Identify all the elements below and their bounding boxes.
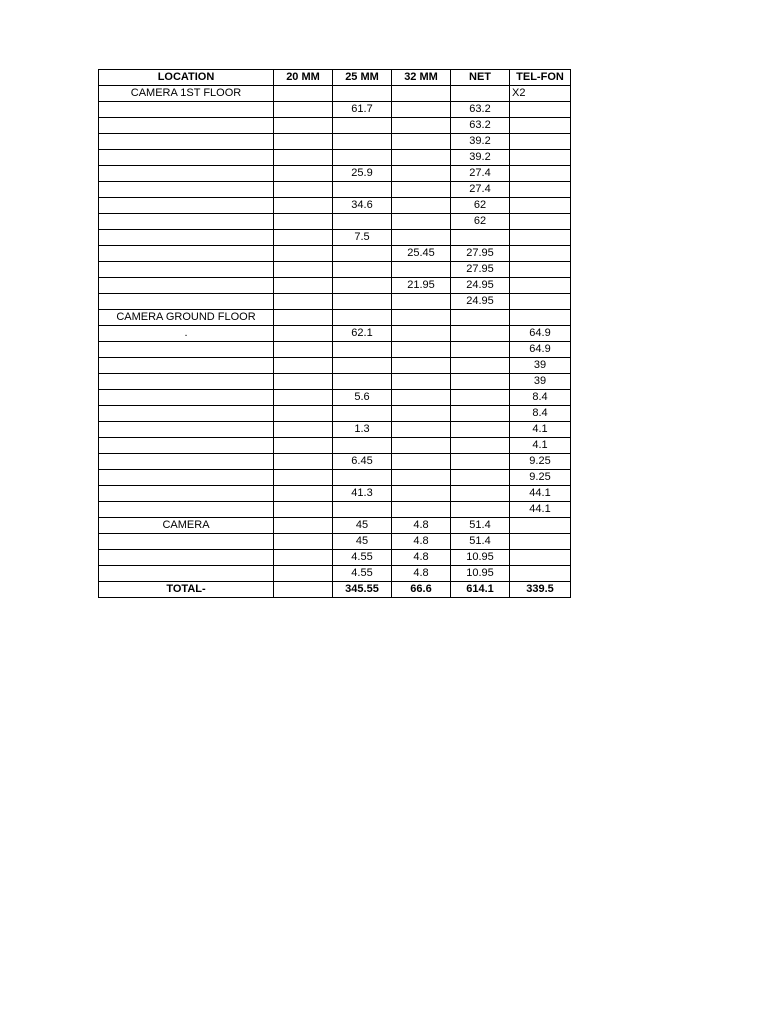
cell-location (99, 294, 274, 310)
cell-net: 10.95 (451, 550, 510, 566)
table-row (99, 390, 571, 406)
cell-net: 24.95 (451, 278, 510, 294)
cell-20mm (274, 406, 333, 422)
table-row (99, 262, 571, 278)
cell-location (99, 374, 274, 390)
cell-location (99, 550, 274, 566)
cell-tel-fon: 64.9 (510, 342, 571, 358)
cell-32mm (392, 422, 451, 438)
cell-25mm: 45 (333, 534, 392, 550)
table-row (99, 246, 571, 262)
table-row (99, 438, 571, 454)
cell-net (451, 486, 510, 502)
cell-tel-fon (510, 182, 571, 198)
cell-net: 63.2 (451, 102, 510, 118)
cell-20mm (274, 166, 333, 182)
cell-tel-fon: 4.1 (510, 422, 571, 438)
table-row (99, 182, 571, 198)
cell-tel-fon (510, 550, 571, 566)
cell-32mm (392, 438, 451, 454)
cell-32mm: 4.8 (392, 518, 451, 534)
cell-25mm: 4.55 (333, 550, 392, 566)
cell-32mm: 21.95 (392, 278, 451, 294)
cell-tel-fon (510, 150, 571, 166)
cell-tel-fon (510, 166, 571, 182)
spreadsheet-table (98, 69, 571, 598)
table-row (99, 86, 571, 102)
cell-net: 24.95 (451, 294, 510, 310)
table-row (99, 374, 571, 390)
cell-net (451, 470, 510, 486)
cell-tel-fon: 64.9 (510, 326, 571, 342)
cell-25mm: 6.45 (333, 454, 392, 470)
cell-25mm: 45 (333, 518, 392, 534)
table-row (99, 166, 571, 182)
cell-20mm (274, 262, 333, 278)
cell-location (99, 358, 274, 374)
cell-tel-fon (510, 214, 571, 230)
cell-tel-fon (510, 118, 571, 134)
cell-location (99, 198, 274, 214)
cell-tel-fon (510, 230, 571, 246)
cell-25mm: 1.3 (333, 422, 392, 438)
cell-32mm (392, 470, 451, 486)
table-row (99, 342, 571, 358)
total-row (99, 582, 571, 598)
cell-32mm (392, 262, 451, 278)
column-header-net: NET (451, 70, 510, 86)
cell-location (99, 390, 274, 406)
cell-net (451, 502, 510, 518)
cell-net: 62 (451, 198, 510, 214)
cell-location (99, 486, 274, 502)
cell-32mm (392, 326, 451, 342)
cell-tel-fon (510, 278, 571, 294)
cell-net: 51.4 (451, 518, 510, 534)
table-row (99, 134, 571, 150)
cell-20mm (274, 86, 333, 102)
cell-25mm (333, 502, 392, 518)
cell-25mm (333, 342, 392, 358)
cell-25mm (333, 278, 392, 294)
cell-tel-fon (510, 518, 571, 534)
cell-25mm (333, 406, 392, 422)
cell-net (451, 438, 510, 454)
cell-tel-fon (510, 246, 571, 262)
cell-32mm (392, 102, 451, 118)
cell-20mm (274, 518, 333, 534)
table-row (99, 326, 571, 342)
table-header (99, 70, 571, 86)
cell-tel-fon (510, 198, 571, 214)
cell-25mm (333, 86, 392, 102)
cell-tel-fon: 8.4 (510, 390, 571, 406)
cell-net: 62 (451, 214, 510, 230)
total-net: 614.1 (451, 582, 510, 598)
cell-25mm: 7.5 (333, 230, 392, 246)
cell-location (99, 262, 274, 278)
cell-32mm (392, 342, 451, 358)
cell-tel-fon: 9.25 (510, 470, 571, 486)
cell-25mm (333, 358, 392, 374)
cell-25mm (333, 374, 392, 390)
table-row (99, 566, 571, 582)
cell-tel-fon: 9.25 (510, 454, 571, 470)
cell-25mm (333, 294, 392, 310)
table-row (99, 486, 571, 502)
table-row (99, 358, 571, 374)
cell-32mm (392, 118, 451, 134)
cell-32mm (392, 502, 451, 518)
header-row (99, 70, 571, 86)
cell-25mm (333, 182, 392, 198)
cell-location (99, 134, 274, 150)
cell-net (451, 230, 510, 246)
table-row (99, 150, 571, 166)
cell-25mm (333, 214, 392, 230)
table-row (99, 518, 571, 534)
cell-tel-fon (510, 534, 571, 550)
table-row (99, 230, 571, 246)
table-row (99, 550, 571, 566)
cell-32mm (392, 134, 451, 150)
table-row (99, 454, 571, 470)
cell-location (99, 502, 274, 518)
table-row (99, 294, 571, 310)
cell-net: 27.95 (451, 246, 510, 262)
cell-20mm (274, 502, 333, 518)
cell-32mm: 4.8 (392, 566, 451, 582)
cell-net: 10.95 (451, 566, 510, 582)
cell-tel-fon: X2 (510, 86, 571, 102)
cell-location: . (99, 326, 274, 342)
cell-20mm (274, 566, 333, 582)
cell-20mm (274, 214, 333, 230)
cell-20mm (274, 342, 333, 358)
total-25mm: 345.55 (333, 582, 392, 598)
cell-location (99, 422, 274, 438)
cell-32mm (392, 166, 451, 182)
column-header-location: LOCATION (99, 70, 274, 86)
cell-location (99, 454, 274, 470)
column-header-tel-fon: TEL-FON (510, 70, 571, 86)
cell-location (99, 534, 274, 550)
cell-25mm: 62.1 (333, 326, 392, 342)
cell-location (99, 278, 274, 294)
cell-20mm (274, 374, 333, 390)
cell-32mm (392, 310, 451, 326)
cell-tel-fon (510, 566, 571, 582)
cell-25mm (333, 438, 392, 454)
table-row (99, 422, 571, 438)
cell-net: 27.4 (451, 166, 510, 182)
cell-20mm (274, 390, 333, 406)
total-location: TOTAL- (99, 582, 274, 598)
cell-25mm (333, 310, 392, 326)
cell-net: 63.2 (451, 118, 510, 134)
cell-20mm (274, 486, 333, 502)
cell-tel-fon: 4.1 (510, 438, 571, 454)
table-row (99, 118, 571, 134)
cell-25mm: 4.55 (333, 566, 392, 582)
cell-25mm: 41.3 (333, 486, 392, 502)
cell-20mm (274, 454, 333, 470)
cell-32mm (392, 294, 451, 310)
cell-25mm: 34.6 (333, 198, 392, 214)
column-header-32mm: 32 MM (392, 70, 451, 86)
cell-location (99, 246, 274, 262)
cell-32mm (392, 86, 451, 102)
cell-20mm (274, 246, 333, 262)
cell-net (451, 406, 510, 422)
table-row (99, 406, 571, 422)
cell-location (99, 102, 274, 118)
cell-25mm (333, 262, 392, 278)
cell-net: 39.2 (451, 150, 510, 166)
cell-25mm: 61.7 (333, 102, 392, 118)
cell-tel-fon: 44.1 (510, 502, 571, 518)
cell-20mm (274, 198, 333, 214)
cell-32mm: 4.8 (392, 550, 451, 566)
cell-net: 27.95 (451, 262, 510, 278)
cell-20mm (274, 310, 333, 326)
cell-32mm (392, 230, 451, 246)
cell-location: CAMERA 1ST FLOOR (99, 86, 274, 102)
cell-32mm (392, 150, 451, 166)
table-row (99, 214, 571, 230)
cell-20mm (274, 294, 333, 310)
cell-32mm (392, 486, 451, 502)
cell-net: 51.4 (451, 534, 510, 550)
cell-tel-fon: 39 (510, 374, 571, 390)
cell-location (99, 166, 274, 182)
cell-20mm (274, 422, 333, 438)
cell-tel-fon (510, 310, 571, 326)
cell-tel-fon: 8.4 (510, 406, 571, 422)
cell-20mm (274, 326, 333, 342)
total-20mm (274, 582, 333, 598)
cell-20mm (274, 534, 333, 550)
table-row (99, 102, 571, 118)
cell-25mm: 25.9 (333, 166, 392, 182)
cell-32mm (392, 454, 451, 470)
cell-net (451, 326, 510, 342)
table-footer (99, 582, 571, 598)
cell-20mm (274, 358, 333, 374)
table-row (99, 198, 571, 214)
cell-net (451, 342, 510, 358)
cell-net (451, 86, 510, 102)
cell-32mm: 4.8 (392, 534, 451, 550)
cell-20mm (274, 230, 333, 246)
cell-net: 39.2 (451, 134, 510, 150)
cell-net (451, 374, 510, 390)
cell-32mm (392, 390, 451, 406)
cell-net (451, 454, 510, 470)
column-header-25mm: 25 MM (333, 70, 392, 86)
cell-location (99, 342, 274, 358)
total-32mm: 66.6 (392, 582, 451, 598)
cell-location (99, 118, 274, 134)
cell-20mm (274, 278, 333, 294)
cell-20mm (274, 102, 333, 118)
cell-net (451, 422, 510, 438)
cell-net (451, 390, 510, 406)
cell-20mm (274, 150, 333, 166)
table-row (99, 310, 571, 326)
total-tel-fon: 339.5 (510, 582, 571, 598)
cell-location: CAMERA GROUND FLOOR (99, 310, 274, 326)
cell-32mm (392, 406, 451, 422)
cell-location (99, 150, 274, 166)
cell-20mm (274, 118, 333, 134)
cell-tel-fon: 44.1 (510, 486, 571, 502)
cell-location (99, 566, 274, 582)
cell-location: CAMERA (99, 518, 274, 534)
table-row (99, 470, 571, 486)
cell-25mm (333, 150, 392, 166)
table-row (99, 502, 571, 518)
cell-32mm (392, 198, 451, 214)
cell-32mm (392, 374, 451, 390)
cell-32mm: 25.45 (392, 246, 451, 262)
cell-tel-fon (510, 294, 571, 310)
cell-25mm (333, 470, 392, 486)
cell-32mm (392, 358, 451, 374)
cell-20mm (274, 438, 333, 454)
cell-location (99, 470, 274, 486)
cell-net (451, 358, 510, 374)
cell-20mm (274, 182, 333, 198)
table-row (99, 534, 571, 550)
table-row (99, 278, 571, 294)
cell-20mm (274, 470, 333, 486)
cell-32mm (392, 214, 451, 230)
cell-25mm: 5.6 (333, 390, 392, 406)
cell-20mm (274, 550, 333, 566)
cell-tel-fon (510, 102, 571, 118)
cell-net (451, 310, 510, 326)
cell-25mm (333, 246, 392, 262)
cell-tel-fon: 39 (510, 358, 571, 374)
cell-location (99, 182, 274, 198)
cell-20mm (274, 134, 333, 150)
cell-location (99, 406, 274, 422)
cell-location (99, 214, 274, 230)
cell-tel-fon (510, 134, 571, 150)
table-body (99, 86, 571, 582)
cell-25mm (333, 134, 392, 150)
cell-location (99, 438, 274, 454)
cell-32mm (392, 182, 451, 198)
cell-25mm (333, 118, 392, 134)
column-header-20mm: 20 MM (274, 70, 333, 86)
cell-net: 27.4 (451, 182, 510, 198)
cell-location (99, 230, 274, 246)
cell-tel-fon (510, 262, 571, 278)
